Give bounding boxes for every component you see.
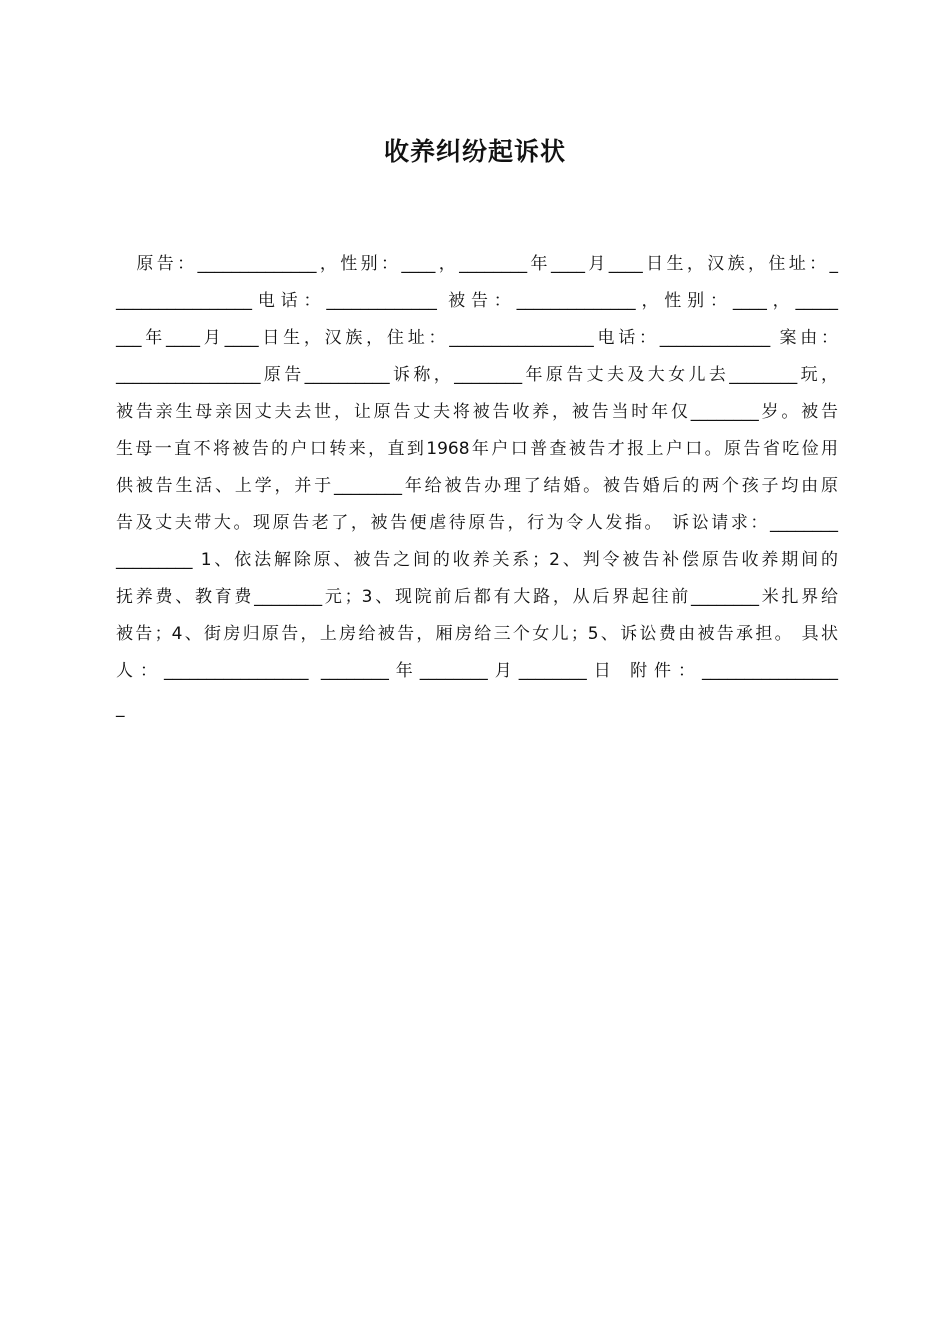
body-line: 告及丈夫带大。现原告老了，被告便虐待原告，行为令人发指。 诉讼请求：________ (116, 513, 838, 533)
document-title: 收养纠纷起诉状 (383, 137, 566, 166)
body-line: 人：_________________ ________年________月________日 附件：________________ (116, 661, 838, 681)
body-line: 原告：______________，性别：____，________年____月____日生，汉族，住址：_ (116, 254, 838, 274)
body-line: 生母一直不将被告的户口转来，直到1968年户口普查被告才报上户口。原告省吃俭用 (116, 439, 838, 459)
body-line: 供被告生活、上学，并于________年给被告办理了结婚。被告婚后的两个孩子均由原 (116, 476, 838, 496)
body-line: 被告；4、街房归原告，上房给被告，厢房给三个女儿；5、诉讼费由被告承担。 具状 (116, 624, 838, 644)
body-line: ___年____月____日生，汉族，住址：_________________电话：_____________ 案由： (116, 328, 838, 348)
body-line: 抚养费、教育费________元；3、现院前后都有大路，从后界起往前________米扎界给 (116, 587, 838, 607)
body-line: _ (116, 698, 125, 718)
complaint-body (116, 246, 838, 727)
body-line: ________________电话：_____________ 被告：______________，性别：____，_____ (116, 291, 838, 311)
body-line: 被告亲生母亲因丈夫去世，让原告丈夫将被告收养，被告当时年仅________岁。被告 (116, 402, 838, 422)
body-line: _________ 1、依法解除原、被告之间的收养关系；2、判令被告补偿原告收养期间的 (116, 550, 838, 570)
body-line: _________________原告__________诉称，________年原告丈夫及大女儿去________玩， (116, 365, 838, 385)
